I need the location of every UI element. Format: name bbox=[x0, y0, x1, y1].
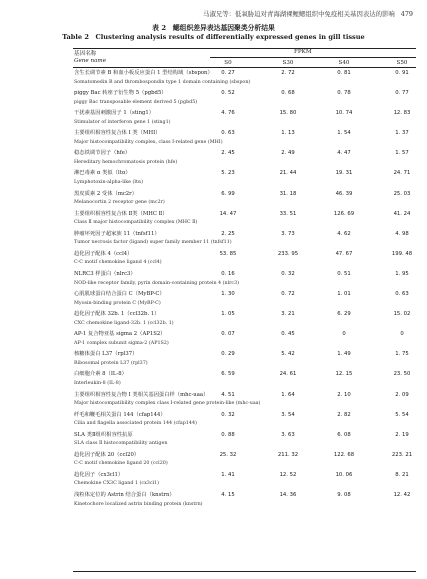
gene-name-en: piggy Bac transposable element derived 5 (pgbd5) bbox=[74, 99, 198, 105]
gene-name-cn: 干扰素基因刺激因子 1（sting1） bbox=[74, 110, 155, 117]
gene-name-en: Cilia and flagella associated protein 144 (cfap144) bbox=[74, 421, 197, 427]
fpkm-value: 5. 42 bbox=[281, 351, 295, 358]
table-row bbox=[0, 411, 427, 431]
fpkm-value: 3. 63 bbox=[281, 431, 295, 438]
fpkm-value: 2. 72 bbox=[281, 70, 295, 76]
table-bottom-rule bbox=[73, 571, 416, 572]
gene-name-cn: 白细胞介素 8（IL-8） bbox=[74, 371, 127, 378]
fpkm-value: 3. 73 bbox=[281, 230, 295, 237]
fpkm-value: 4. 76 bbox=[221, 110, 235, 117]
fpkm-value: 0. 72 bbox=[281, 291, 295, 298]
header-fpkm: FPKM bbox=[294, 49, 312, 55]
gene-name-cn: SLA 类Ⅱ组织相容性抗原 bbox=[74, 431, 133, 438]
fpkm-value: 24. 61 bbox=[279, 371, 297, 378]
fpkm-rule bbox=[210, 57, 416, 58]
gene-name-cn: 含生长调节素 B 和血小板反应蛋白 1 型结构域（sbspon） bbox=[74, 70, 213, 76]
header-gene-name-cn: 基因名称 bbox=[74, 51, 97, 57]
table-row bbox=[0, 350, 427, 370]
fpkm-value: 1. 01 bbox=[337, 291, 351, 298]
fpkm-value: 0. 16 bbox=[221, 270, 235, 277]
table-row bbox=[0, 89, 427, 109]
table-row bbox=[0, 391, 427, 411]
fpkm-value: 41. 24 bbox=[393, 210, 411, 217]
fpkm-value: 1. 95 bbox=[395, 270, 409, 277]
gene-name-cn: NLRC3 样蛋白（nlrc3） bbox=[74, 270, 136, 277]
gene-name-en: C-C motif chemokine ligand 4 (ccl4) bbox=[74, 260, 162, 266]
gene-name-cn: 趋化因子配体 4（ccl4） bbox=[74, 250, 133, 257]
table-title-en: Table 2 Clustering analysis results of differentially expressed genes in gill tissue bbox=[62, 33, 365, 41]
fpkm-value: 2. 49 bbox=[281, 150, 295, 157]
fpkm-value: 12. 15 bbox=[335, 371, 353, 378]
fpkm-value: 4. 51 bbox=[221, 391, 235, 398]
table-row bbox=[0, 250, 427, 270]
fpkm-value: 33. 51 bbox=[279, 210, 297, 217]
fpkm-value: 10. 74 bbox=[335, 110, 353, 117]
fpkm-value: 0. 51 bbox=[337, 270, 351, 277]
gene-name-cn: 稳态铁调节因子（hfe） bbox=[74, 150, 131, 157]
fpkm-value: 4. 47 bbox=[337, 150, 351, 157]
header-col-s30: S30 bbox=[282, 60, 294, 66]
gene-name-en: Stimulator of interferon gene 1 (sting1) bbox=[74, 119, 171, 125]
fpkm-value: 199. 48 bbox=[391, 250, 413, 257]
gene-name-cn: 黑皮质素 2 受体（mc2r） bbox=[74, 190, 138, 197]
fpkm-value: 6. 08 bbox=[337, 431, 351, 438]
gene-name-cn: 主要组织相容性复合体 Ⅱ类（MHC Ⅱ） bbox=[74, 210, 168, 217]
table-caption bbox=[0, 23, 427, 42]
gene-name-en: Ribosomal protein L37 (rpl37) bbox=[74, 360, 148, 366]
fpkm-value: 1. 05 bbox=[221, 311, 235, 318]
fpkm-value: 47. 67 bbox=[335, 250, 353, 257]
table-title-cn: 表 2 鳃组织差异表达基因聚类分析结果 bbox=[152, 24, 275, 32]
gene-name-en: SLA class Ⅱ histocompatibility antigen bbox=[74, 441, 168, 447]
table-row bbox=[0, 330, 427, 350]
fpkm-value: 0. 63 bbox=[221, 130, 235, 137]
fpkm-value: 0 bbox=[342, 331, 346, 338]
fpkm-value: 6. 99 bbox=[221, 190, 235, 197]
fpkm-value: 53. 85 bbox=[219, 250, 237, 257]
gene-name-en: C-C motif chemokine ligand 20 (ccl20) bbox=[74, 461, 168, 467]
fpkm-value: 0. 77 bbox=[395, 90, 409, 97]
gene-name-cn: 心肌肌球蛋白结合蛋白 C（MyBP-C） bbox=[74, 291, 165, 298]
fpkm-value: 24. 71 bbox=[393, 170, 411, 177]
fpkm-value: 233. 95 bbox=[277, 250, 299, 257]
table-row bbox=[0, 149, 427, 169]
fpkm-value: 5. 54 bbox=[395, 411, 409, 418]
gene-name-cn: 浅粒体定位的 Astrin 结合蛋白（knstrn） bbox=[74, 491, 175, 498]
gene-name-en: Melanocortin 2 receptor gene (mc2r) bbox=[74, 200, 165, 206]
fpkm-value: 0. 32 bbox=[281, 270, 295, 277]
table-row bbox=[0, 169, 427, 189]
fpkm-value: 1. 30 bbox=[221, 291, 235, 298]
fpkm-value: 2. 09 bbox=[395, 391, 409, 398]
fpkm-value: 2. 25 bbox=[221, 230, 235, 237]
fpkm-value: 3. 21 bbox=[281, 311, 295, 318]
gene-name-cn: 趋化因子（cx3cl1） bbox=[74, 471, 124, 478]
fpkm-value: 1. 75 bbox=[395, 351, 409, 358]
table-header-rule bbox=[73, 67, 416, 68]
fpkm-value: 46. 39 bbox=[335, 190, 353, 197]
table-row bbox=[0, 210, 427, 230]
gene-name-cn: 趋化因子配体 32b. 1（ccl32b. 1） bbox=[74, 311, 160, 318]
fpkm-value: 25. 03 bbox=[393, 190, 411, 197]
table-row bbox=[0, 129, 427, 149]
table-top-rule bbox=[73, 48, 416, 49]
table-row bbox=[0, 451, 427, 471]
fpkm-value: 15. 80 bbox=[279, 110, 297, 117]
fpkm-value: 0 bbox=[400, 331, 404, 338]
fpkm-value: 223. 21 bbox=[391, 451, 413, 458]
table-row bbox=[0, 270, 427, 290]
running-head bbox=[203, 9, 413, 18]
fpkm-value: 25. 32 bbox=[219, 451, 237, 458]
fpkm-value: 2. 19 bbox=[395, 431, 409, 438]
fpkm-value: 12. 83 bbox=[393, 110, 411, 117]
header-col-s40: S40 bbox=[338, 60, 350, 66]
fpkm-value: 23. 50 bbox=[393, 371, 411, 378]
gene-name-cn: 纤毛和鞭毛相关蛋白 144（cfap144） bbox=[74, 411, 166, 418]
fpkm-value: 2. 10 bbox=[337, 391, 351, 398]
fpkm-value: 9. 08 bbox=[337, 491, 351, 498]
header-col-s0: S0 bbox=[224, 60, 232, 66]
fpkm-value: 211. 32 bbox=[277, 451, 299, 458]
fpkm-value: 12. 42 bbox=[393, 491, 411, 498]
fpkm-value: 122. 68 bbox=[333, 451, 355, 458]
gene-name-cn: 淋巴毒素 α 类似（ltα） bbox=[74, 170, 131, 177]
fpkm-value: 4. 62 bbox=[337, 230, 351, 237]
fpkm-value: 0. 07 bbox=[221, 331, 235, 338]
table-row bbox=[0, 431, 427, 451]
fpkm-value: 1. 54 bbox=[337, 130, 351, 137]
gene-name-en: Lymphotoxin-alpha-like (ltα) bbox=[74, 180, 143, 186]
table-row bbox=[0, 109, 427, 129]
fpkm-value: 0. 32 bbox=[221, 411, 235, 418]
gene-name-en: AP-1 complex subunit sigma-2 (AP1S2) bbox=[74, 340, 169, 346]
table-row bbox=[0, 69, 427, 89]
gene-name-cn: piggy Bac 转座子衍生物 5（pgbd5） bbox=[74, 90, 167, 97]
gene-name-en: Interleukin-8 (IL-8) bbox=[74, 381, 121, 386]
fpkm-value: 10. 06 bbox=[335, 471, 353, 478]
fpkm-value: 2. 82 bbox=[337, 411, 351, 418]
gene-name-en: Kinetochore localized astrin binding protein (knstrn) bbox=[74, 501, 203, 507]
table-row bbox=[0, 230, 427, 250]
gene-name-en: Hereditary hemochromatosis protein (hfe) bbox=[74, 159, 178, 165]
gene-name-en: Chemokine CX3C ligand 1 (cx3cl1) bbox=[74, 481, 159, 487]
table-row bbox=[0, 190, 427, 210]
fpkm-value: 0. 68 bbox=[281, 90, 295, 97]
fpkm-value: 126. 69 bbox=[333, 210, 355, 217]
fpkm-value: 0. 29 bbox=[221, 351, 235, 358]
fpkm-value: 3. 54 bbox=[281, 411, 295, 418]
gene-name-en: Major histocompatibility complex class I-related gene protein-like (mhc-uaa) bbox=[74, 401, 261, 407]
gene-name-en: CXC chemokine ligand-32b. 1 (ccl32b. 1) bbox=[74, 320, 174, 326]
gene-name-en: Myosin-binding protein C (MyBP-C) bbox=[74, 300, 161, 306]
fpkm-value: 8. 21 bbox=[395, 471, 409, 478]
fpkm-value: 14. 36 bbox=[279, 491, 297, 498]
gene-name-en: NOD-like receptor family, pyrin domain-containing protein 4 (nlrc3) bbox=[74, 280, 240, 286]
fpkm-value: 15. 02 bbox=[393, 311, 411, 318]
fpkm-value: 1. 13 bbox=[281, 130, 295, 137]
fpkm-value: 6. 29 bbox=[337, 311, 351, 318]
gene-name-cn: 肿瘤坏死因子超家族 11（tnfsf11） bbox=[74, 230, 160, 237]
fpkm-value: 1. 49 bbox=[337, 351, 351, 358]
table-row bbox=[0, 471, 427, 491]
gene-name-cn: 核糖体蛋白 L37（rpl37） bbox=[74, 351, 138, 358]
fpkm-value: 0. 81 bbox=[337, 70, 351, 76]
fpkm-value: 12. 52 bbox=[279, 471, 297, 478]
fpkm-value: 1. 57 bbox=[395, 150, 409, 157]
fpkm-value: 5. 23 bbox=[221, 170, 235, 177]
table-row bbox=[0, 491, 427, 511]
running-head-text: 马淑兄等：低氧胁迫对青海湖裸鲤鳃组织中免疫相关基因表达的影响 bbox=[203, 10, 395, 18]
gene-name-en: Somatomedin B and thrombospondin type 1 domain containing (sbspon) bbox=[74, 79, 251, 85]
gene-name-cn: 主要组织相容性复合体 I 类（MHI） bbox=[74, 130, 161, 137]
gene-name-en: Major histocompatibility complex, class I-related gene (MHI) bbox=[74, 139, 223, 145]
table-row bbox=[0, 290, 427, 310]
table-row bbox=[0, 370, 427, 390]
fpkm-value: 14. 47 bbox=[219, 210, 237, 217]
fpkm-value: 1. 41 bbox=[221, 471, 235, 478]
table-body bbox=[0, 69, 427, 511]
fpkm-value: 2. 45 bbox=[221, 150, 235, 157]
gene-name-cn: 趋化因子配体 20（ccl20） bbox=[74, 451, 140, 458]
gene-name-cn: AP-1 复合物亚基 sigma 2（AP1S2） bbox=[74, 331, 166, 338]
fpkm-value: 19. 31 bbox=[335, 170, 353, 177]
fpkm-value: 4. 98 bbox=[395, 230, 409, 237]
fpkm-value: 0. 45 bbox=[281, 331, 295, 338]
header-gene-name-en: Gene name bbox=[74, 58, 107, 64]
table-row bbox=[0, 310, 427, 330]
fpkm-value: 0. 78 bbox=[337, 90, 351, 97]
gene-name-cn: 主要组织相容性复合物 I 类相关基因蛋白样（mhc-uaa） bbox=[74, 391, 209, 398]
fpkm-value: 31. 18 bbox=[279, 190, 297, 197]
header-col-s50: S50 bbox=[396, 60, 408, 66]
fpkm-value: 6. 59 bbox=[221, 371, 235, 378]
fpkm-value: 0. 27 bbox=[221, 70, 235, 76]
fpkm-value: 0. 88 bbox=[221, 431, 235, 438]
gene-name-en: Class Ⅱ major histocompatibility complex (MHC Ⅱ) bbox=[74, 220, 198, 226]
fpkm-value: 0. 63 bbox=[395, 291, 409, 298]
fpkm-value: 0. 91 bbox=[395, 70, 409, 76]
fpkm-value: 0. 52 bbox=[221, 90, 235, 97]
fpkm-value: 1. 64 bbox=[281, 391, 295, 398]
fpkm-value: 21. 44 bbox=[279, 170, 297, 177]
fpkm-value: 1. 37 bbox=[395, 130, 409, 137]
page-number: 479 bbox=[400, 10, 413, 18]
fpkm-value: 4. 15 bbox=[221, 491, 235, 498]
gene-name-en: Tumor necrosis factor (ligand) super family member 11 (tnfsf11) bbox=[74, 240, 232, 246]
